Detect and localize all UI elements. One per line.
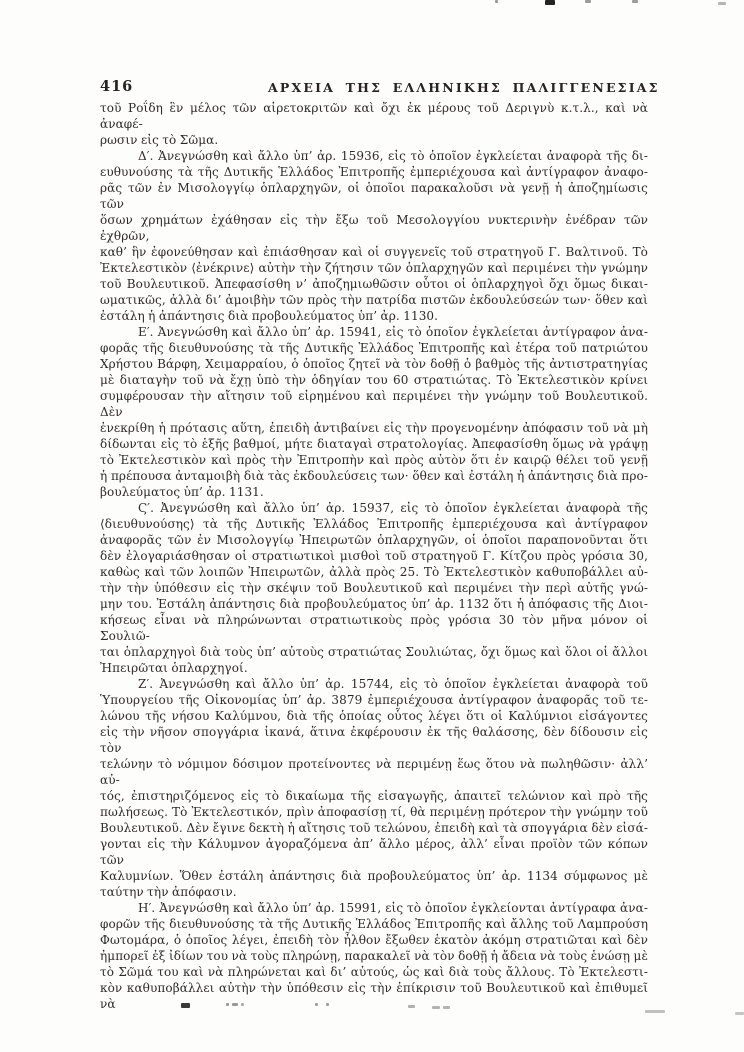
- text-line: ὅσων χρημάτων ἐχάθησαν εἰς τὴν ἔξω τοῦ Μεσολογγίου νυκτερινὴν ἐνέδραν τῶν ἐχθρῶν,: [100, 213, 648, 243]
- text-line: ἐστάλη ἡ ἀπάντησις διὰ προβουλεύματος ὑπ’ ἀρ. 1130.: [100, 309, 439, 323]
- text-line: δίδωνται εἰς τὸ ἑξῆς βαθμοί, μήτε διαταγαὶ στρατολογίας. Ἀπεφασίσθη ὅμως νὰ γράψῃ: [100, 437, 648, 451]
- text-line: ταύτην τὴν ἀπόφασιν.: [100, 885, 237, 899]
- text-line: φορᾶς τῆς διευθυνούσης τὰ τῆς Δυτικῆς Ἑλλάδος Ἐπιτροπῆς καὶ ἑτέρα τοῦ πατριώτου: [100, 341, 648, 355]
- text-line: πωλήσεως. Τὸ Ἐκτελεστικόν, πρὶν ἀποφασίσῃ τί, θὰ περιμένῃ πρότερον τὴν γνώμην τοῦ: [100, 805, 648, 819]
- text-line: Ε′. Ἀνεγνώσθη καὶ ἄλλο ὑπ’ ἀρ. 15941, εἰς τὸ ὁποῖον ἐγκλείεται ἀντίγραφον ἀνα-: [138, 325, 648, 339]
- scan-artifact: [241, 1003, 244, 1006]
- text-line: τὸ Ἐκτελεστικὸν καὶ πρὸς τὴν Ἐπιτροπὴν καὶ πρὸς αὐτὸν ὅτι ἐν καιρῷ θέλει τοῦ γενῇ: [100, 453, 648, 467]
- text-line: κήσεως εἶναι νὰ πληρώνωνται στρατιωτικοὺς πρὸς γρόσια 30 τὸν μῆνα μόνον οἱ Σουλιῶ-: [100, 613, 648, 643]
- text-line: κὸν καθυποβάλλει αὐτὴν τὴν ὑπόθεσιν εἰς τὴν ἐπίκρισιν τοῦ Βουλευτικοῦ καὶ ἐπιθυμεῖ νὰ: [100, 981, 648, 1011]
- text-line: τὸ Σῶμά του καὶ νὰ πληρώνεται καὶ δι’ αὐτούς, ὡς καὶ διὰ τοὺς ἄλλους. Τὸ Ἐκτελεστι-: [100, 965, 648, 979]
- text-line: Ὑπουργείου τῆς Οἰκονομίας ὑπ’ ἀρ. 3879 ἐμπεριέχουσα ἀντίγραφον ἀναφορᾶς τοῦ τε-: [100, 693, 648, 707]
- text-line: Δ′. Ἀνεγνώσθη καὶ ἄλλο ὑπ’ ἀρ. 15936, εἰς τὸ ὁποῖον ἐγκλείεται ἀναφορὰ τῆς δι-: [138, 149, 648, 163]
- text-line: Ϛ′. Ἀνεγνώσθη καὶ ἄλλο ὑπ’ ἀρ. 15937, εἰς τὸ ὁποῖον ἐγκλείεται ἀναφορὰ τῆς: [138, 501, 648, 515]
- text-line: τός, ἐπιστηριζόμενος εἰς τὸ δικαίωμα τῆς εἰσαγωγῆς, ἀπαιτεῖ τελώνιον καὶ πρὸ τῆς: [100, 789, 648, 803]
- text-line: καθὼς καὶ τῶν λοιπῶν Ἠπειρωτῶν, ἀλλὰ πρὸς 25. Τὸ Ἐκτελεστικὸν καθυποβάλλει αὐ-: [100, 565, 648, 579]
- paragraph: [100, 148, 648, 324]
- text-line: δὲν ἐλογαριάσθησαν οἱ στρατιωτικοὶ μισθοὶ τοῦ στρατηγοῦ Γ. Κίτζου πρὸς γρόσια 30,: [100, 549, 648, 563]
- text-line: φορῶν τῆς διευθυνούσης τὰ τῆς Δυτικῆς Ἑλλάδος Ἐπιτροπῆς καὶ ἄλλης τοῦ Λαμπρούση: [100, 917, 648, 931]
- text-line: ρωσιν εἰς τὸ Σῶμα.: [100, 133, 219, 147]
- text-line: Βουλευτικοῦ. Δὲν ἔγινε δεκτὴ ἡ αἴτησις τοῦ τελώνου, ἐπειδὴ καὶ τὰ σπογγάρια δὲν εἰσά-: [100, 821, 648, 835]
- text-line: Χρήστου Βάρφη, Χειμαρραίου, ὁ ὁποῖος ζητεῖ νὰ τὸν δοθῇ ὁ βαθμὸς τῆς ἀντιστρατηγίας: [100, 357, 648, 371]
- text-line: ἡ πρέπουσα ἀνταμοιβὴ διὰ τὰς ἐκδουλεύσεις των· ὅθεν καὶ ἐστάλη ἡ ἀπάντησις διὰ προ-: [100, 469, 648, 483]
- scan-artifact: [315, 1003, 318, 1006]
- scan-artifact: [645, 1010, 665, 1013]
- scan-artifact: [226, 1003, 229, 1006]
- scan-artifact: [232, 1003, 238, 1006]
- scan-artifact: [495, 0, 498, 3]
- scan-artifact: [585, 0, 591, 3]
- scan-artifact: [326, 1003, 329, 1006]
- text-line: Ἐκτελεστικὸν ⟨ἐνέκρινε⟩ αὐτὴν τὴν ζήτησιν τῶν ὁπλαρχηγῶν καὶ περιμένει τὴν γνώμην: [100, 261, 648, 275]
- text-line: τοῦ Βουλευτικοῦ. Ἀπεφασίσθη ν’ ἀποζημιωθῶσιν οὗτοι οἱ ὁπλαρχηγοὶ ὄχι ὅμως δικαι-: [100, 277, 648, 291]
- scan-artifact: [181, 1003, 190, 1008]
- text-block: [100, 100, 648, 1012]
- text-line: λώνου τῆς νήσου Καλύμνου, διὰ τῆς ὁποίας οὗτος λέγει ὅτι οἱ Καλύμνιοι εἰσάγοντες: [100, 709, 648, 723]
- text-line: ⟨διευθυνούσης⟩ τὰ τῆς Δυτικῆς Ἑλλάδος Ἐπιτροπῆς ἐμπεριέχουσα καὶ ἀντίγραφον: [100, 517, 648, 531]
- paragraph: [100, 500, 648, 676]
- text-line: Ζ′. Ἀνεγνώσθη καὶ ἄλλο ὑπ’ ἀρ. 15744, εἰς τὸ ὁποῖον ἐγκλείεται ἀναφορὰ τοῦ: [138, 677, 648, 691]
- text-line: Η′. Ἀνεγνώσθη καὶ ἄλλο ὑπ’ ἀρ. 15991, εἰς τὸ ὁποῖον ἐγκλείονται ἀντίγραφα ἀνα-: [138, 901, 648, 915]
- text-line: Ἠπειρῶται ὁπλαρχηγοί.: [100, 661, 248, 675]
- text-line: τοῦ Ροΐδη ἓν μέλος τῶν αἱρετοκριτῶν καὶ ὄχι ἐκ μέρους τοῦ Δεριγνὺ κ.τ.λ., καὶ νὰ ἀναφέ-: [100, 101, 648, 131]
- scan-artifact: [718, 2, 726, 5]
- paragraph: [100, 100, 648, 148]
- text-line: Φωτομάρα, ὁ ὁποῖος λέγει, ἐπειδὴ τὸν ἦλθον ἔξωθεν ἑκατὸν ἀκόμη στρατιῶται καὶ δὲν: [100, 933, 648, 947]
- text-line: ἀναφορᾶς τῶν ἐν Μισολογγίῳ Ἠπειρωτῶν ὁπλαρχηγῶν, οἱ ὁποῖοι παραπονοῦνται ὅτι: [100, 533, 648, 547]
- paragraph: [100, 900, 648, 1012]
- scan-artifact: [432, 1006, 440, 1009]
- scan-artifact: [443, 1006, 450, 1009]
- running-title: ΑΡΧΕΙΑ ΤΗΣ ΕΛΛΗΝΙΚΗΣ ΠΑΛΙΓΓΕΝΕΣΙΑΣ: [268, 80, 660, 95]
- page-number: 416: [100, 78, 134, 95]
- text-line: μην του. Ἐστάλη ἀπάντησις διὰ προβουλεύματος ὑπ’ ἀρ. 1132 ὅτι ἡ ἀπόφασις τῆς Διοι-: [100, 597, 648, 611]
- scan-artifact: [632, 0, 638, 3]
- text-line: ευθυνούσης τὰ τῆς Δυτικῆς Ἑλλάδος Ἐπιτροπῆς ἐμπεριέχουσα καὶ ἀντίγραφον ἀναφο-: [100, 165, 648, 179]
- text-line: βουλεύματος ὑπ’ ἀρ. 1131.: [100, 485, 264, 499]
- text-line: γονται εἰς τὴν Κάλυμνον ἀγοραζόμενα ἀπ’ ἄλλο μέρος, ἀλλ’ εἶναι προϊὸν τῶν κόπων τῶν: [100, 837, 648, 867]
- text-line: τελώνην τὸ νόμιμον δόσιμον προτείνοντες νὰ περιμένῃ ἕως ὅτου νὰ πωληθῶσιν· ἀλλ’ αὐ-: [100, 757, 648, 787]
- text-line: ρᾶς τῶν ἐν Μισολογγίῳ ὁπλαρχηγῶν, οἱ ὁποῖοι παρακαλοῦσι νὰ γενῇ ἡ ἀποζημίωσις τῶν: [100, 181, 648, 211]
- text-line: συμφέρουσαν τὴν αἴτησιν τοῦ εἰρημένου καὶ περιμένει τὴν γνώμην τοῦ Βουλευτικοῦ. Δὲν: [100, 389, 648, 419]
- text-line: ται ὁπλαρχηγοὶ διὰ τοὺς ὑπ’ αὐτοὺς στρατιώτας Σουλιώτας, ὄχι ὅμως καὶ ὅλοι οἱ ἄλλοι: [100, 645, 648, 659]
- paragraph: [100, 676, 648, 900]
- paragraph: [100, 324, 648, 500]
- text-line: ἠμπορεῖ ἐξ ἰδίων του νὰ τοὺς πληρώνῃ, παρακαλεῖ νὰ τὸν δοθῇ ἡ ἄδεια νὰ τοὺς ἑνώσῃ μὲ: [100, 949, 648, 963]
- scan-artifact: [545, 0, 555, 5]
- text-line: ωματικῶς, ἀλλὰ δι’ ἀμοιβὴν τῶν πρὸς τὴν πατρίδα πιστῶν ἐκδουλεύσεών των· ὅθεν καὶ: [100, 293, 648, 307]
- scan-artifact: [735, 1012, 744, 1015]
- text-line: ἐνεκρίθη ἡ πρότασις αὕτη, ἐπειδὴ ἀντιβαίνει εἰς τὴν προγενομένην ἀπόφασιν τοῦ νὰ μὴ: [100, 421, 648, 435]
- page-header: [100, 78, 660, 96]
- scan-artifact: [408, 1005, 415, 1008]
- text-line: εἰς τὴν νῆσον σπογγάρια ἱκανά, ἅτινα ἐκφέρουσιν ἐκ τῆς θαλάσσης, δὲν δίδουσιν εἰς τὸν: [100, 725, 648, 755]
- text-line: καθ’ ἣν ἐφονεύθησαν καὶ ἐπιάσθησαν καὶ οἱ συγγενεῖς τοῦ στρατηγοῦ Γ. Βαλτινοῦ. Τὸ: [100, 245, 648, 259]
- text-line: Καλυμνίων. Ὅθεν ἐστάλη ἀπάντησις διὰ προβουλεύματος ὑπ’ ἀρ. 1134 σύμφωνος μὲ: [100, 869, 648, 883]
- text-line: τὴν τὴν ὑπόθεσιν εἰς τὴν σκέψιν τοῦ Βουλευτικοῦ καὶ περιμένει τὴν περὶ αὐτῆς γνώ-: [100, 581, 648, 595]
- text-line: μὲ διαταγὴν τοῦ νὰ ἔχῃ ὑπὸ τὴν ὁδηγίαν του 60 στρατιώτας. Τὸ Ἐκτελεστικὸν κρίνει: [100, 373, 648, 387]
